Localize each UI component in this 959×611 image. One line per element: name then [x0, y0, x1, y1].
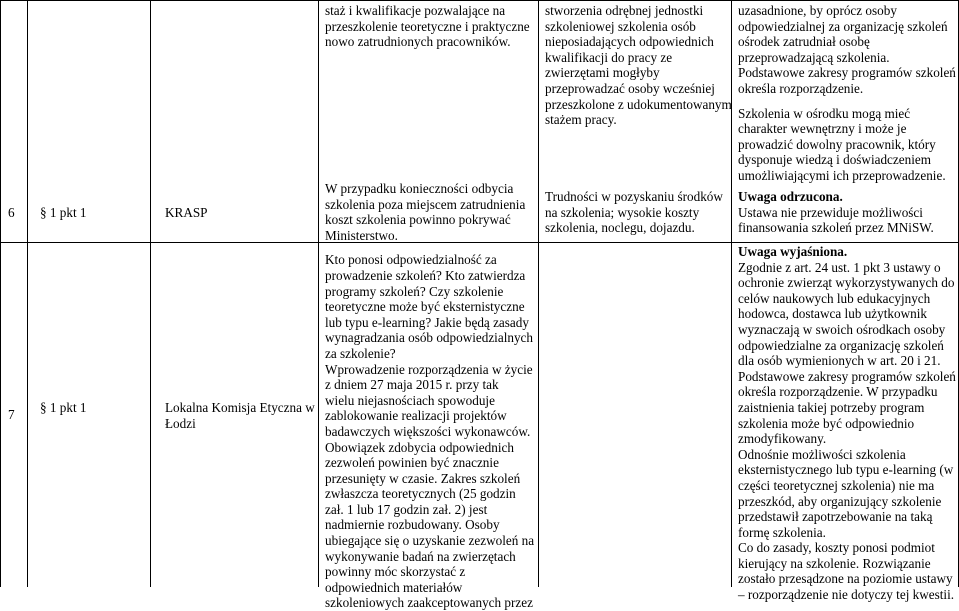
text-line: szkolenia może być odpowiednio: [738, 415, 915, 431]
text-line: szkolenia, noclegu, dojazdu.: [545, 220, 695, 236]
row-7-response: [738, 244, 959, 603]
text-line: Odnośnie możliwości szkolenia: [738, 446, 906, 462]
column-divider: [318, 0, 319, 587]
row-6-number: 6: [8, 205, 15, 220]
text-line: odpowiednich materiałów: [325, 579, 463, 595]
row-continued-justification: [545, 3, 735, 128]
text-line: dysponuje wiedzą i doświadczeniem: [738, 152, 931, 168]
row-6-entity: KRASP: [165, 205, 208, 220]
text-line: szkolenia poza miejscem zatrudnienia: [325, 196, 526, 212]
text-line: zostało przesądzone na poziomie ustawy: [738, 571, 953, 587]
text-line: Podstawowe zakresy programów szkoleń: [738, 368, 956, 384]
text-line: hodowca, dostawca lub użytkownik: [738, 306, 927, 322]
row-6-response: [738, 189, 959, 236]
text-line: odpowiedzialne za organizację szkoleń: [738, 337, 944, 353]
text-line: szkoleniowej szkolenia osób: [545, 18, 696, 34]
row-6-justification: [545, 189, 735, 236]
text-line: W przypadku konieczności odbycia: [325, 181, 514, 196]
text-line: Szkolenia w ośrodku mogą mieć: [738, 105, 911, 121]
column-divider: [538, 0, 539, 587]
text-line: Co do zasady, koszty ponosi podmiot: [738, 540, 935, 556]
text-line: nadmiernie rozbudowany. Osoby: [325, 517, 500, 533]
row-7-basis: § 1 pkt 1: [40, 400, 87, 415]
text-line: Wprowadzenie rozporządzenia w życie: [325, 361, 533, 377]
row-7-entity: [165, 400, 317, 431]
row-divider: [0, 0, 959, 1]
column-divider: [27, 0, 28, 587]
text-line: przeszkolenie teoretyczne i praktyczne: [325, 18, 530, 34]
text-line: prowadzenie szkoleń? Kto zatwierdza: [325, 267, 526, 283]
row-6-verdict: Uwaga odrzucona.: [738, 189, 843, 204]
text-line: przeprowadzającą szkolenia.: [738, 49, 890, 65]
text-line: wynagradzania osób odpowiedzialnych: [325, 330, 533, 346]
text-line: powinny móc skorzystać z: [325, 564, 466, 580]
text-line: ośrodek zatrudniał osobę: [738, 34, 870, 50]
paragraph-spacer: [325, 243, 537, 252]
text-line: umożliwiającymi ich przeprowadzenie.: [738, 167, 946, 183]
text-line: uzasadnione, by oprócz osoby: [738, 3, 897, 18]
text-line: – rozporządzenie nie dotyczy tej kwestii.: [738, 587, 955, 603]
text-line: ubiegające się o uzyskanie zezwoleń na: [325, 533, 535, 549]
text-line: Łodzi: [165, 415, 196, 431]
text-line: badawczych większości wykonawców.: [325, 423, 531, 439]
text-line: Trudności w pozyskaniu środków: [545, 189, 723, 204]
text-line: zablokowanie realizacji projektów: [325, 408, 507, 424]
text-line: odpowiedzialnej za organizację szkoleń: [738, 18, 948, 34]
text-line: szkoleniowych zaakceptowanych przez: [325, 595, 533, 611]
text-line: zał. 1 lub 17 godzin zał. 2) jest: [325, 501, 488, 517]
row-7-verdict: Uwaga wyjaśniona.: [738, 244, 848, 259]
text-line: staż i kwalifikacje pozwalające na: [325, 3, 506, 18]
text-line: Podstawowe zakresy programów szkoleń: [738, 65, 956, 81]
text-line: prowadzić dowolny pracownik, który: [738, 136, 936, 152]
text-line: przeprowadzać osoby wcześniej: [545, 80, 715, 96]
text-line: dla osób wymienionych w art. 20 i 21.: [738, 353, 941, 369]
text-line: nowo zatrudnionych pracowników.: [325, 34, 511, 50]
text-line: formę szkolenia.: [738, 524, 826, 540]
text-line: lub typu e-learning? Jakie będą zasady: [325, 314, 529, 330]
text-line: Lokalna Komisja Etyczna w: [165, 400, 315, 415]
row-6-basis: § 1 pkt 1: [40, 205, 87, 220]
text-line: finansowania szkoleń przez MNiSW.: [738, 220, 934, 236]
text-line: przedstawił zapotrzebowanie na taką: [738, 509, 933, 525]
row-continued-response: [738, 3, 959, 184]
text-line: Kto ponosi odpowiedzialność za: [325, 252, 497, 268]
column-divider: [150, 0, 151, 587]
text-line: zaistnienia takiej potrzeby program: [738, 399, 925, 415]
text-line: teoretyczne może być eksternistyczne: [325, 299, 525, 315]
text-line: zwłaszcza teoretycznych (25 godzin: [325, 486, 516, 502]
text-line: przeszkolone z udokumentowanym: [545, 96, 732, 112]
text-line: przeszkód, aby organizujący szkolenie: [738, 493, 942, 509]
text-line: Ustawa nie przewiduje możliwości: [738, 204, 923, 220]
text-line: ochronie zwierząt wykorzystywanych do: [738, 275, 955, 291]
text-line: nieposiadających odpowiednich: [545, 34, 714, 50]
text-line: Zgodnie z art. 24 ust. 1 pkt 3 ustawy o: [738, 259, 941, 275]
text-line: kierujący na szkolenie. Rozwiązanie: [738, 555, 931, 571]
column-divider: [0, 0, 1, 587]
text-line: z dniem 27 maja 2015 r. przy tak: [325, 377, 499, 393]
text-line: stażem pracy.: [545, 112, 617, 128]
text-line: Ministerstwo.: [325, 227, 398, 243]
text-line: wykonywanie badań na zwierzętach: [325, 548, 516, 564]
text-line: stworzenia odrębnej jednostki: [545, 3, 704, 18]
text-line: wielu niejasnościach spowoduje: [325, 392, 495, 408]
text-line: wyznaczają w swoich ośrodkach osoby: [738, 321, 946, 337]
text-line: koszt szkolenia powinno pokrywać: [325, 212, 511, 228]
text-line: przesunięty w czasie. Zakres szkoleń: [325, 470, 521, 486]
text-line: programy szkoleń? Czy szkolenie: [325, 283, 504, 299]
text-line: zmodyfikowany.: [738, 431, 827, 447]
text-line: określa rozporządzenie.: [738, 80, 864, 96]
text-line: części teoretycznej szkolenia) nie ma: [738, 477, 935, 493]
text-line: określa rozporządzenie. W przypadku: [738, 384, 938, 400]
text-line: zezwoleń powinien być znacznie: [325, 455, 499, 471]
row-7-number: 7: [8, 407, 15, 422]
text-line: zwierzętami mogłyby: [545, 65, 660, 81]
text-line: charakter wewnętrzny i może je: [738, 121, 907, 137]
text-line: na szkolenia; wysokie koszty: [545, 204, 700, 220]
text-line: Obowiązek zdobycia odpowiednich: [325, 439, 514, 455]
row-continued-remark: [325, 3, 537, 50]
row-7-remark: [325, 181, 537, 611]
text-line: celów naukowych lub edukacyjnych: [738, 290, 931, 306]
text-line: kwalifikacji do pracy ze: [545, 49, 673, 65]
text-line: za szkolenie?: [325, 345, 396, 361]
text-line: eksternistycznego lub typu e-learning (w: [738, 462, 954, 478]
